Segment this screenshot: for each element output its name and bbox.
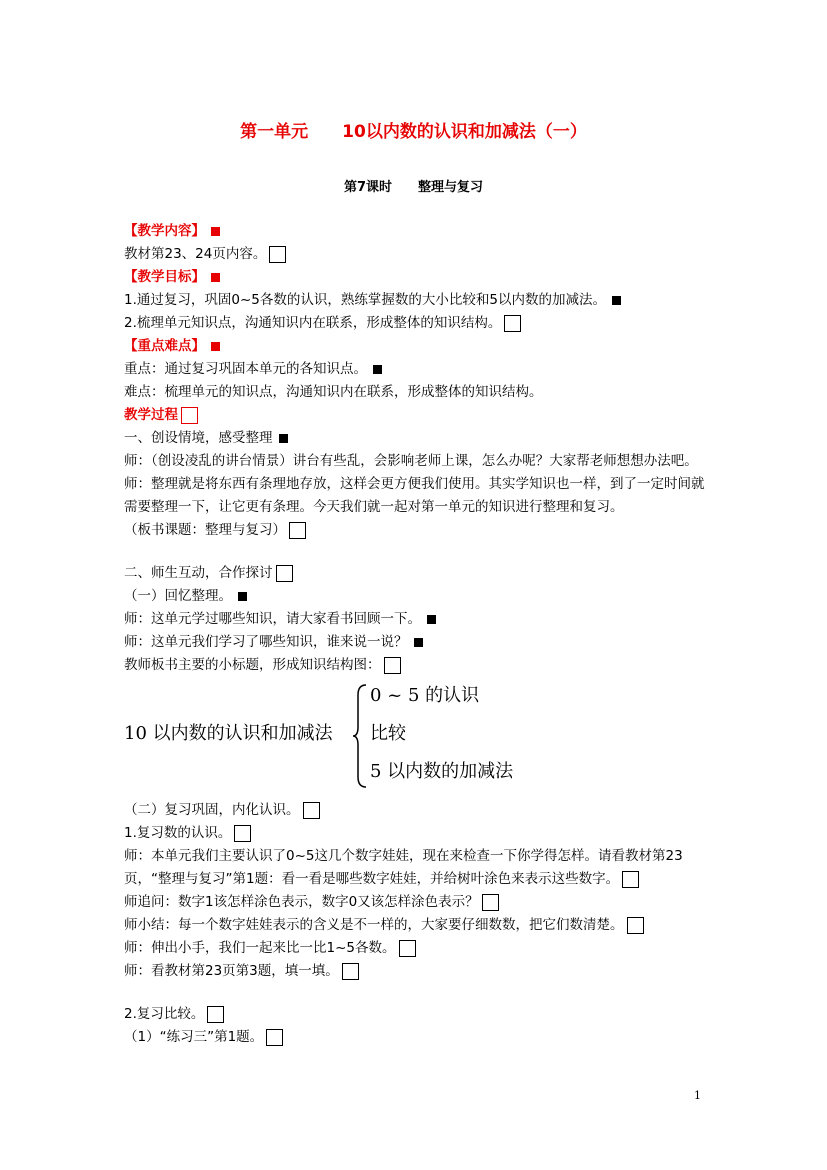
step-2-title-line: [124, 562, 714, 585]
review-1-title-line: [124, 822, 714, 845]
review-1-paragraph-3-line: [124, 914, 714, 937]
review-1-paragraph-5: 师：看教材第23页第3题，填一填。: [124, 963, 339, 979]
section-key-points: [124, 335, 714, 358]
step-1-title-line: [124, 427, 714, 450]
black-square-icon: [427, 615, 436, 624]
checkbox-icon: [266, 1029, 283, 1046]
step-2-sub-1: （一）回忆整理。: [124, 588, 232, 604]
review-2-paragraph-1: （1）“练习三”第1题。: [124, 1029, 264, 1045]
goal-line-2: [124, 312, 714, 335]
review-1-paragraph-4-line: [124, 937, 714, 960]
red-square-icon: [211, 227, 220, 236]
section-content: [124, 220, 714, 243]
step-2-board-text: 教师板书主要的小标题，形成知识结构图：: [124, 657, 381, 673]
content-line: [124, 243, 714, 266]
checkbox-icon: [269, 246, 286, 263]
review-1-title: 1.复习数的认识。: [124, 825, 232, 841]
review-1-paragraph-3: 师小结：每一个数字娃娃表示的含义是不一样的，大家要仔细数数，把它们数清楚。: [124, 917, 624, 933]
goal-1-text: 1.通过复习，巩固0~5各数的认识，熟练掌握数的大小比较和5以内数的加减法。: [124, 292, 606, 308]
checkbox-icon: [384, 657, 401, 674]
key-point-text: 重点：通过复习巩固本单元的各知识点。: [124, 361, 367, 377]
checkbox-icon: [627, 917, 644, 934]
key-point-line: [124, 358, 714, 381]
review-1-paragraph-2: 师追问：数字1该怎样涂色表示，数字0又该怎样涂色表示？: [124, 894, 479, 910]
step-2-question-2-line: [124, 631, 714, 654]
checkbox-icon: [276, 565, 293, 582]
step-1-paragraph-3: （板书课题：整理与复习）: [124, 522, 286, 538]
goal-2-text: 2.梳理单元知识点，沟通知识内在联系，形成整体的知识结构。: [124, 315, 502, 331]
checkbox-icon: [207, 1006, 224, 1023]
red-square-icon: [211, 342, 220, 351]
diagram-item-3: 5 以内数的加减法: [370, 761, 514, 782]
heading-key-points: 【重点难点】: [124, 338, 205, 354]
heading-teaching-content: 【教学内容】: [124, 223, 205, 239]
heading-teaching-process: 教学过程: [124, 407, 178, 423]
spacer: [124, 542, 714, 562]
step-2-question-2: 师：这单元我们学习了哪些知识，谁来说一说？: [124, 634, 408, 650]
section-process: [124, 404, 714, 427]
step-1-paragraph-1: 师：（创设凌乱的讲台情景）讲台有些乱，会影响老师上课，怎么办呢？大家帮老师想想办法吧。: [124, 453, 698, 469]
step-2-board-line: [124, 654, 714, 677]
checkbox-icon: [622, 871, 639, 888]
checkbox-icon: [482, 894, 499, 911]
page-number: 1: [694, 1089, 701, 1102]
review-1-paragraph-1-line: [124, 845, 714, 891]
checkbox-icon: [289, 522, 306, 539]
step-2-sub-2-line: [124, 799, 714, 822]
checkbox-icon: [303, 802, 320, 819]
black-square-icon: [238, 592, 247, 601]
checkbox-icon: [342, 963, 359, 980]
review-1-paragraph-1: 师：本单元我们主要认识了0~5这几个数字娃娃，现在来检查一下你学得怎样。请看教材第23页，“整理与复习”第1题：看一看是哪些数字娃娃，并给树叶涂色来表示这些数字。: [124, 848, 683, 887]
checkbox-icon: [399, 940, 416, 957]
difficulty-line: [124, 381, 714, 404]
diagram-item-1: 0 ~ 5 的认识: [370, 685, 480, 706]
step-2-question-1-line: [124, 608, 714, 631]
step-2-question-1: 师：这单元学过哪些知识，请大家看书回顾一下。: [124, 611, 421, 627]
black-square-icon: [373, 365, 382, 374]
brace-icon: [352, 681, 368, 791]
step-1-title: 一、创设情境，感受整理: [124, 430, 273, 446]
red-square-icon: [211, 273, 220, 282]
review-2-title: 2.复习比较。: [124, 1006, 205, 1022]
step-2-sub-1-line: [124, 585, 714, 608]
knowledge-structure-diagram: [124, 681, 714, 793]
difficulty-text: 难点：梳理单元的知识点，沟通知识内在联系，形成整体的知识结构。: [124, 384, 543, 400]
lesson-title: 第7课时 整理与复习: [343, 180, 484, 195]
content-text: 教材第23、24页内容。: [124, 246, 267, 262]
black-square-icon: [414, 638, 423, 647]
step-1-paragraph-2: 师：整理就是将东西有条理地存放，这样会更方便我们使用。其实学知识也一样，到了一定时间就需要整理一下，让它更有条理。今天我们就一起对第一单元的知识进行整理和复习。: [124, 476, 705, 515]
review-1-paragraph-4: 师：伸出小手，我们一起来比一比1~5各数。: [124, 940, 396, 956]
black-square-icon: [612, 296, 621, 305]
section-goals: [124, 266, 714, 289]
review-1-paragraph-5-line: [124, 960, 714, 983]
step-2-title: 二、师生互动，合作探讨: [124, 565, 273, 581]
step-1-paragraph-3-line: [124, 519, 714, 542]
black-square-icon: [279, 434, 288, 443]
checkbox-icon: [181, 407, 198, 424]
goal-line-1: [124, 289, 714, 312]
heading-teaching-goals: 【教学目标】: [124, 269, 205, 285]
lesson-body: [124, 220, 714, 1049]
unit-title: 第一单元 10以内数的认识和加减法（一）: [240, 122, 587, 142]
review-1-paragraph-2-line: [124, 891, 714, 914]
review-2-paragraph-1-line: [124, 1026, 714, 1049]
diagram-item-2: 比较: [370, 723, 406, 744]
diagram-main-topic: 10 以内数的认识和加减法: [124, 723, 333, 744]
review-2-title-line: [124, 1003, 714, 1026]
checkbox-icon: [234, 825, 251, 842]
checkbox-icon: [504, 315, 521, 332]
spacer: [124, 983, 714, 1003]
step-2-sub-2: （二）复习巩固，内化认识。: [124, 802, 300, 818]
